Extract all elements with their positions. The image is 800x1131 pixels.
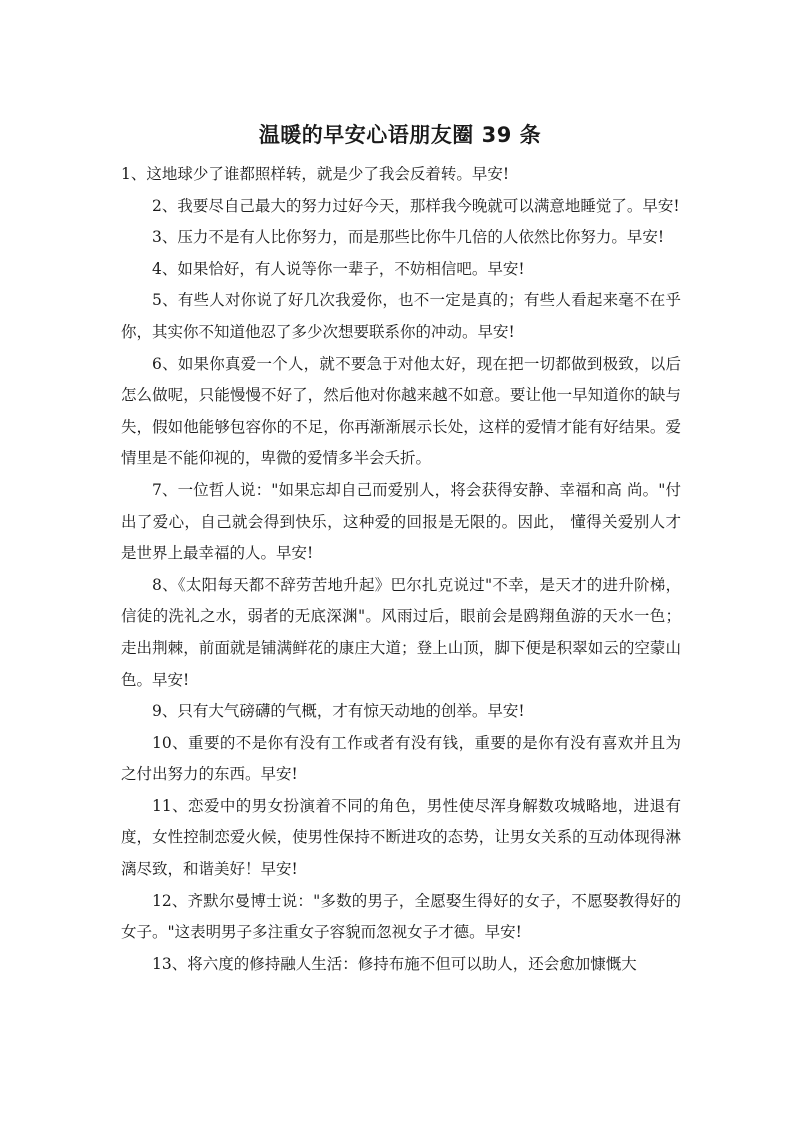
paragraph-8: 8、《太阳每天都不辞劳苦地升起》巴尔扎克说过"不幸，是天才的进升阶梯，信徒的洗礼之水，弱者的无底深渊"。风雨过后，眼前会是鸥翔鱼游的天水一色；走出荆棘，前面就是铺满鲜花的康庄大道；登上山顶，脚下便是积翠如云的空蒙山色。早安! — [121, 575, 681, 689]
document-body — [121, 159, 681, 980]
paragraph-11: 11、恋爱中的男女扮演着不同的角色，男性使尽浑身解数攻城略地，进退有度，女性控制恋爱火候，使男性保持不断进攻的态势，让男女关系的互动体现得淋漓尽致，和谐美好！早安! — [121, 796, 681, 879]
paragraph-7: 7、一位哲人说："如果忘却自己而爱别人，将会获得安静、幸福和高 尚。"付出了爱心，自己就会得到快乐，这种爱的回报是无限的。因此， 懂得关爱别人才是世界上最幸福的人。早安! — [121, 480, 681, 563]
paragraph-6: 6、如果你真爱一个人，就不要急于对他太好，现在把一切都做到极致，以后怎么做呢，只能慢慢不好了，然后他对你越来越不如意。要让他一早知道你的缺与失，假如他能够包容你的不足，你再渐渐展示长处，这样的爱情才能有好结果。爱情里是不能仰视的，卑微的爱情多半会夭折。 — [121, 354, 681, 468]
paragraph-12: 12、齐默尔曼博士说："多数的男子，全愿娶生得好的女子，不愿娶教得好的女子。"这表明男子多注重女子容貌而忽视女子才德。早安! — [121, 891, 681, 942]
paragraph-1: 1、这地球少了谁都照样转，就是少了我会反着转。早安! — [121, 165, 510, 183]
paragraph-10: 10、重要的不是你有没有工作或者有没有钱，重要的是你有没有喜欢并且为之付出努力的东西。早安! — [121, 733, 681, 784]
paragraph-13: 13、将六度的修持融人生活：修持布施不但可以助人，还会愈加慷慨大 — [152, 954, 637, 973]
paragraph-4: 4、如果恰好，有人说等你一辈子，不妨相信吧。早安! — [152, 259, 525, 278]
paragraph-5: 5、有些人对你说了好几次我爱你，也不一定是真的；有些人看起来毫不在乎你，其实你不知道他忍了多少次想要联系你的冲动。早安! — [121, 291, 681, 341]
paragraph-3: 3、压力不是有人比你努力，而是那些比你牛几倍的人依然比你努力。早安! — [152, 228, 665, 247]
paragraph-2: 2、我要尽自己最大的努力过好今天，那样我今晚就可以满意地睡觉了。早安! — [152, 196, 680, 215]
document-title: 温暖的早安心语朋友圈 39 条 — [258, 123, 542, 147]
paragraph-9: 9、只有大气磅礴的气概，才有惊天动地的创举。早安! — [152, 702, 525, 721]
